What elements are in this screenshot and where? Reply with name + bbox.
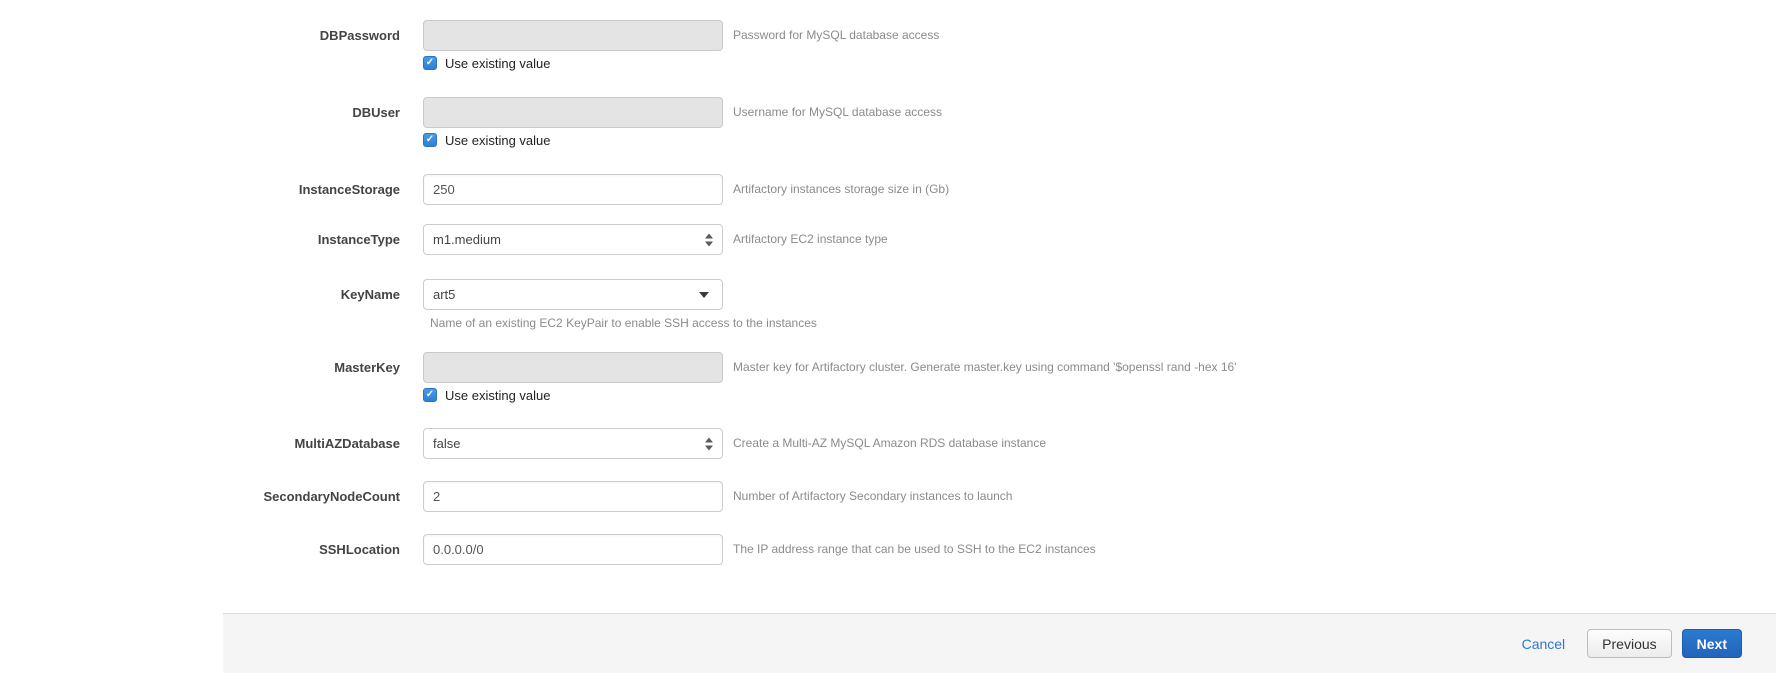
param-row-dbpassword (0, 20, 1776, 51)
masterkey-input[interactable] (423, 352, 723, 383)
dbuser-use-existing-checkbox[interactable] (423, 132, 551, 148)
checkmark-icon: ✓ (423, 388, 437, 402)
instancetype-selected-value: m1.medium (433, 232, 501, 247)
masterkey-use-existing-checkbox[interactable] (423, 387, 551, 403)
next-button[interactable]: Next (1682, 629, 1742, 658)
dbuser-input[interactable] (423, 97, 723, 128)
select-stepper-icon (705, 437, 713, 450)
param-row-keyname (0, 279, 1776, 310)
instancetype-select[interactable] (423, 224, 723, 255)
secondarynodecount-label: SecondaryNodeCount (263, 489, 400, 504)
dbpassword-description: Password for MySQL database access (733, 28, 940, 42)
multiazdatabase-description: Create a Multi-AZ MySQL Amazon RDS database instance (733, 436, 1047, 450)
sshlocation-label: SSHLocation (319, 542, 400, 557)
multiazdatabase-selected-value: false (433, 436, 461, 451)
keyname-selected-value: art5 (433, 287, 456, 302)
instancestorage-description: Artifactory instances storage size in (Gb) (733, 182, 950, 196)
param-row-sshlocation (0, 534, 1776, 565)
keyname-select[interactable] (423, 279, 723, 310)
checkmark-icon: ✓ (423, 56, 437, 70)
param-row-instancestorage (0, 174, 1776, 205)
param-row-multiazdatabase (0, 428, 1776, 459)
cancel-link[interactable]: Cancel (1521, 635, 1566, 652)
previous-button[interactable]: Previous (1587, 629, 1671, 658)
keyname-label: KeyName (340, 287, 400, 302)
masterkey-label: MasterKey (334, 360, 400, 375)
param-row-secondarynodecount (0, 481, 1776, 512)
secondarynodecount-description: Number of Artifactory Secondary instances to launch (733, 489, 1013, 503)
masterkey-description: Master key for Artifactory cluster. Generate master.key using command '$openssl rand -hex 16' (733, 360, 1237, 374)
instancetype-label: InstanceType (317, 232, 400, 247)
sshlocation-description: The IP address range that can be used to SSH to the EC2 instances (733, 542, 1096, 556)
param-row-instancetype (0, 224, 1776, 255)
checkbox-label: Use existing value (445, 55, 551, 71)
instancestorage-input[interactable] (423, 174, 723, 205)
checkmark-icon: ✓ (423, 133, 437, 147)
checkbox-label: Use existing value (445, 387, 551, 403)
multiazdatabase-label: MultiAZDatabase (294, 436, 400, 451)
dropdown-caret-icon (699, 292, 709, 298)
keyname-description: Name of an existing EC2 KeyPair to enable SSH access to the instances (430, 316, 817, 330)
instancetype-description: Artifactory EC2 instance type (733, 232, 888, 246)
param-row-masterkey (0, 352, 1776, 383)
dbpassword-use-existing-checkbox[interactable] (423, 55, 551, 71)
dbpassword-label: DBPassword (319, 28, 400, 43)
checkbox-label: Use existing value (445, 132, 551, 148)
select-stepper-icon (705, 233, 713, 246)
param-row-dbuser (0, 97, 1776, 128)
wizard-footer (223, 613, 1776, 673)
dbpassword-input[interactable] (423, 20, 723, 51)
dbuser-description: Username for MySQL database access (733, 105, 942, 119)
dbuser-label: DBUser (352, 105, 400, 120)
multiazdatabase-select[interactable] (423, 428, 723, 459)
sshlocation-input[interactable] (423, 534, 723, 565)
instancestorage-label: InstanceStorage (298, 182, 400, 197)
secondarynodecount-input[interactable] (423, 481, 723, 512)
